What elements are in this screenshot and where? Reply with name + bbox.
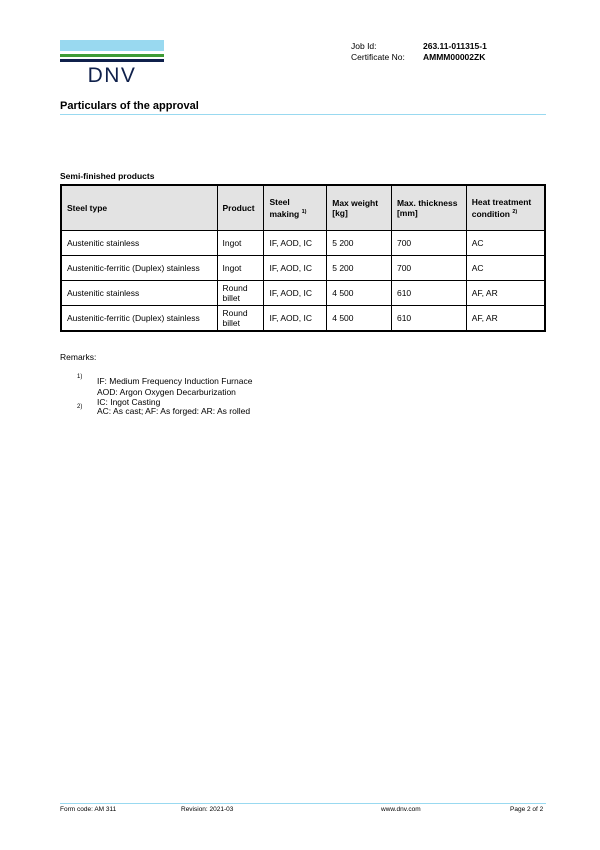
footer-revision: Revision: 2021-03	[181, 806, 234, 813]
table-header-row	[61, 185, 545, 231]
note-2: AC: As cast; AF: As forged: AR: As rolled	[97, 406, 251, 416]
cell-max-weight: 5 200	[327, 231, 392, 256]
note-1-marker: 1)	[77, 374, 83, 380]
cell-steel-type: Austenitic-ferritic (Duplex) stainless	[61, 306, 217, 332]
table-row	[61, 306, 545, 332]
dnv-logo	[60, 40, 164, 88]
col-max-weight: Max weight [kg]	[327, 185, 392, 231]
cell-heat-treatment: AF, AR	[466, 306, 545, 332]
logo-band-light	[60, 40, 164, 51]
cell-max-thickness: 610	[391, 306, 466, 332]
cell-heat-treatment: AF, AR	[466, 281, 545, 306]
cell-steel-making: IF, AOD, IC	[264, 231, 327, 256]
note-1-line: AOD: Argon Oxygen Decarburization	[97, 386, 236, 397]
cell-product: Round billet	[217, 281, 264, 306]
cell-max-thickness: 700	[391, 231, 466, 256]
cell-max-thickness: 700	[391, 256, 466, 281]
header-values	[423, 41, 487, 63]
remarks-label: Remarks:	[60, 352, 97, 362]
cell-max-thickness: 610	[391, 281, 466, 306]
certificate-value: AMMM00002ZK	[423, 52, 486, 62]
cell-max-weight: 5 200	[327, 256, 392, 281]
footer-form-code: Form code: AM 311	[60, 806, 117, 813]
section-title: Semi-finished products	[60, 171, 155, 181]
footer-divider	[60, 803, 546, 804]
title-divider	[60, 114, 546, 115]
logo-band-navy	[60, 59, 164, 62]
job-id-value: 263.11-011315-1	[423, 41, 487, 51]
cell-max-weight: 4 500	[327, 306, 392, 332]
cell-product: Ingot	[217, 256, 264, 281]
col-steel-making: Steel making $^{1)}$	[264, 185, 327, 231]
logo-wordmark: DNV	[87, 64, 137, 87]
job-id-label: Job Id:	[351, 41, 377, 51]
footer-website[interactable]: www.dnv.com	[381, 806, 421, 813]
cell-steel-type: Austenitic stainless	[61, 231, 217, 256]
cell-product: Round billet	[217, 306, 264, 332]
cell-steel-making: IF, AOD, IC	[264, 306, 327, 332]
note-2-marker: 2)	[77, 404, 83, 410]
footer-page-number: Page 2 of 2	[510, 806, 544, 813]
cell-steel-type: Austenitic-ferritic (Duplex) stainless	[61, 256, 217, 281]
cell-heat-treatment: AC	[466, 231, 545, 256]
col-steel-type: Steel type	[61, 185, 217, 231]
col-product: Product	[217, 185, 264, 231]
note-1-line: IF: Medium Frequency Induction Furnace	[97, 376, 253, 386]
cell-steel-type: Austenitic stainless	[61, 281, 217, 306]
page-title: Particulars of the approval	[60, 100, 199, 112]
col-heat-treatment: Heat treatment condition $^{2)}$	[466, 185, 545, 231]
cell-steel-making: IF, AOD, IC	[264, 281, 327, 306]
cell-max-weight: 4 500	[327, 281, 392, 306]
table-row	[61, 231, 545, 256]
table-row	[61, 281, 545, 306]
table-row	[61, 256, 545, 281]
cell-product: Ingot	[217, 231, 264, 256]
cell-steel-making: IF, AOD, IC	[264, 256, 327, 281]
col-max-thickness: Max. thickness [mm]	[391, 185, 466, 231]
header-labels	[351, 41, 405, 63]
note-1-line: IC: Ingot Casting	[97, 397, 161, 407]
cell-heat-treatment: AC	[466, 256, 545, 281]
logo-band-green	[60, 54, 164, 57]
note-1	[97, 376, 252, 408]
certificate-label: Certificate No:	[351, 52, 405, 62]
products-table	[60, 184, 546, 332]
